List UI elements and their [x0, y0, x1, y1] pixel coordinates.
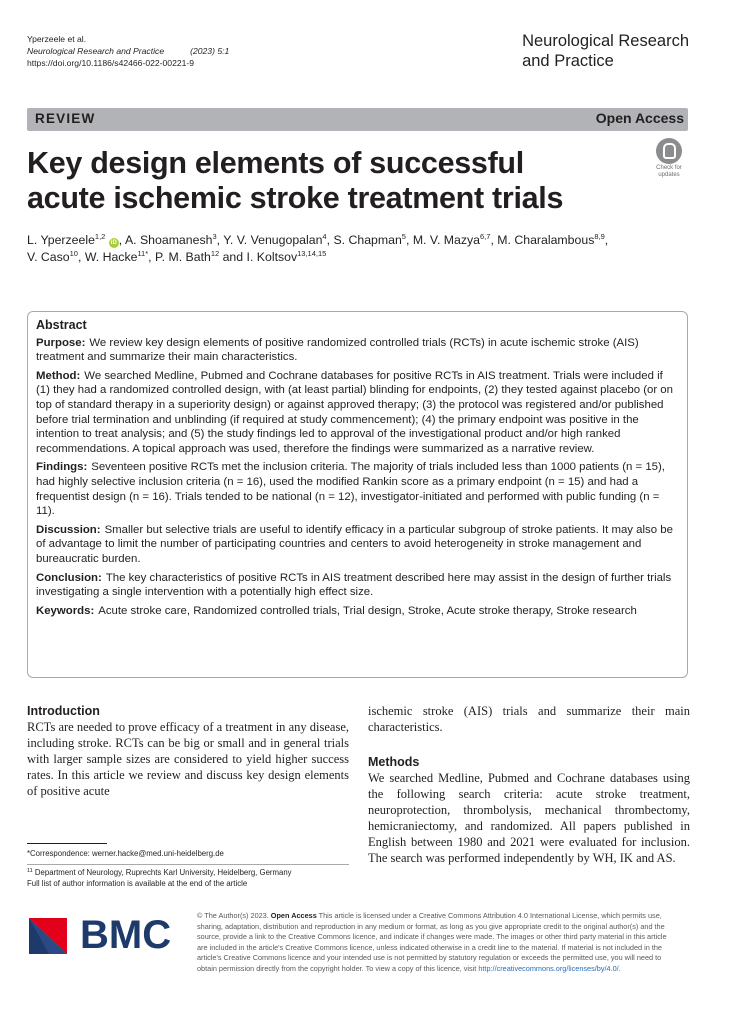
abstract-method: Method: We searched Medline, Pubmed and Cochrane databases for positive RCTs in AIS treatment. Trials were included if (1) they had a randomized controlled design, with (at least partial) blinding for endpoints, (2) they tested against placebo (or on top of standard therapy in a superiority design) or against approved therapy; (3) the protocol was registered and/or published before trial termination and unblinding (if required at study commencement); (4) the primary endpoint was positive in the intention to treat analysis; and (5) the study findings led to approval of the investigational product and/or high ranked recommendations. A topical approach was used, therefore the findings were summarized as a narrative review. — [36, 369, 673, 455]
footnote-divider — [27, 864, 349, 865]
abstract-heading: Abstract — [36, 318, 87, 332]
abstract-findings: Findings: Seventeen positive RCTs met the inclusion criteria. The majority of trials included less than 1000 patients (n = 15), had highly selective inclusion criteria (n = 16), used the modified Rankin score as a primary endpoint (n = 15) and had a frequentist design (n = 16). Trials tended to be national (n = 12), investigator-initiated and performed with public funding (n = 11). — [36, 461, 665, 518]
header-doi[interactable]: https://doi.org/10.1186/s42466-022-00221-9 — [27, 58, 195, 68]
author[interactable]: P. M. Bath$^{12}$ — [155, 249, 220, 264]
author[interactable]: I. Koltsov$^{13,14,15}$ — [246, 249, 327, 264]
methods-heading: Methods — [368, 755, 420, 769]
header-citation: Neurological Research and Practice (2023) 5:1 — [27, 46, 230, 56]
abstract-purpose: Purpose: We review key design elements of positive randomized controlled trials (RCTs) in acute ischemic stroke (AIS) treatment and summarize their main characteristics. — [36, 336, 639, 364]
running-header — [27, 33, 229, 69]
author[interactable]: W. Hacke$^{11*}$ — [84, 249, 149, 264]
license-text: © The Author(s) 2023. Open Access This article is licensed under a Creative Commons Attribution 4.0 International License, which permits use, sharing, adaptation, distribution and reproduction in any medium or format, as long as you give appropriate credit to the original author(s) and the source, provide a link to the Creative Commons licence, and indicate if changes were made. The images or other third party material in this article are included in the article's Creative Commons licence, unless indicated otherwise in a credit line to the material. If material is not included in the article's Creative Commons licence and your intended use is not permitted by statutory regulation or exceeds the permitted use, you will need to obtain permission directly from the copyright holder. To view a copy of this licence, visit http://creativecommons.org/licenses/by/4.0/. — [197, 911, 667, 973]
check-for-updates-button[interactable]: Check for updates — [650, 138, 688, 178]
body-column-right — [368, 703, 690, 866]
author[interactable]: M. V. Mazya$^{6,7}$ — [412, 232, 491, 247]
introduction-continued: ischemic stroke (AIS) trials and summarize their main characteristics. — [368, 704, 690, 734]
methods-text: We searched Medline, Pubmed and Cochrane databases using the following search criteria: acute stroke treatment, neuroprotection, thrombolysis, mechanical thrombectomy, hemicraniectomy, and randomized. All papers published in English between 1980 and 2021 were evaluated for inclusion. The search was performed independently by WH, IK and AS. — [368, 771, 690, 865]
article-type-label: REVIEW — [35, 111, 96, 126]
body-column-left — [27, 703, 349, 799]
article-title: Key design elements of successful acute ischemic stroke treatment trials — [27, 146, 564, 215]
author[interactable]: A. Shoamanesh$^3$ — [124, 232, 217, 247]
bmc-logo: BMC — [27, 914, 197, 956]
abstract-conclusion: Conclusion: The key characteristics of positive RCTs in AIS treatment described here may assist in the design of further trials investigating a single intervention with a potentially high effect size. — [36, 571, 672, 599]
introduction-heading: Introduction — [27, 704, 100, 718]
author[interactable]: S. Chapman$^5$ — [333, 232, 406, 247]
footnote-rule — [27, 843, 107, 844]
abstract-box — [27, 311, 688, 678]
author[interactable]: M. Charalambous$^{8,9}$ — [497, 232, 605, 247]
header-authors: Yperzeele et al. — [27, 34, 87, 44]
abstract-keywords: Keywords: Acute stroke care, Randomized controlled trials, Trial design, Stroke, Acute stroke therapy, Stroke research — [36, 604, 637, 617]
bmc-logo-icon — [27, 914, 75, 956]
author[interactable]: Y. V. Venugopalan$^4$ — [223, 232, 327, 247]
author[interactable]: L. Yperzeele$^{1,2}$ — [27, 232, 106, 247]
introduction-text: RCTs are needed to prove efficacy of a treatment in any disease, including stroke. RCTs can be big or small and in general trials with larger sample sizes are considered to yield higher success rates. In this article we review and discuss key design elements of positive acute — [27, 720, 349, 798]
journal-name: Neurological Research and Practice — [522, 32, 689, 70]
open-access-label: Open Access — [595, 110, 684, 126]
correspondence-note[interactable]: *Correspondence: werner.hacke@med.uni-heidelberg.de — [27, 849, 224, 858]
orcid-icon[interactable]: iD — [110, 240, 117, 246]
article-type-banner — [27, 108, 688, 131]
author-list: L. Yperzeele$^{1,2}$ iD , A. Shoamanesh$^3$, Y. V. Venugopalan$^4$, S. Chapman$^5$, M. V. Mazya$^{6,7}$, M. Charalambous$^{8,9}$, V. Caso$^{10}$, W. Hacke$^{11*}$, P. M. Bath$^{12}$ and I. Koltsov$^{13,14,15}$ — [27, 232, 609, 264]
abstract-discussion: Discussion: Smaller but selective trials are useful to identify efficacy in a particular subgroup of stroke patients. It may also be of advantage to limit the number of participating countries and centers to avoid heterogeneity in stroke management and bureaucratic burden. — [36, 523, 673, 565]
author[interactable]: V. Caso$^{10}$ — [27, 249, 78, 264]
license-link[interactable]: http://creativecommons.org/licenses/by/4.0/ — [478, 963, 619, 973]
check-for-updates-icon — [656, 138, 682, 164]
affiliation-note: $^{11}$ Department of Neurology, Ruprechts Karl University, Heidelberg, Germany Full list of author information is available at the end of the article — [27, 868, 292, 888]
